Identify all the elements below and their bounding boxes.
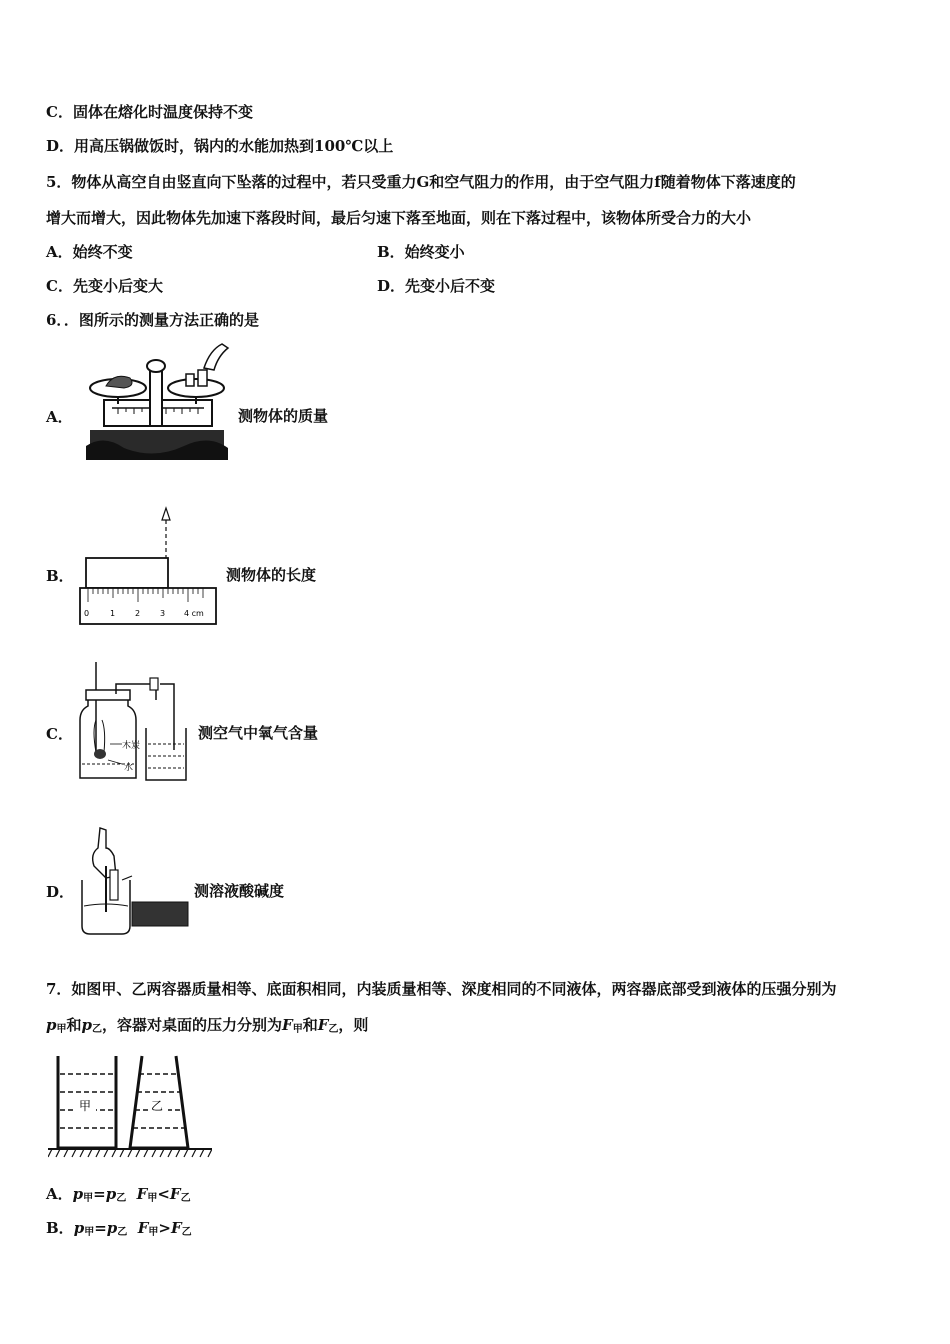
- ruler-tick-0: 0: [84, 609, 90, 618]
- ruler-tick-2: 2: [135, 609, 141, 618]
- oxygen-apparatus-icon: [74, 660, 194, 786]
- q6-stem: 6．．图所示的测量方法正确的是: [46, 311, 259, 329]
- sub-yi: 乙: [92, 1024, 103, 1035]
- option-letter: B．: [46, 1219, 74, 1237]
- q6-option-b-letter: B．: [46, 567, 74, 585]
- q5-option-c: C．先变小后变大: [46, 277, 163, 295]
- option-d-prev: D．用高压锅做饭时，锅内的水能加热到100℃以上: [46, 137, 394, 155]
- var-f: F: [136, 1185, 148, 1203]
- q5-option-d: D．先变小后不变: [377, 277, 496, 295]
- var-f: F: [170, 1219, 182, 1237]
- var-f: F: [282, 1016, 293, 1034]
- q6-option-c-caption: 测空气中氧气含量: [198, 724, 319, 742]
- var-p: p: [72, 1185, 84, 1203]
- q5-option-b: B．始终变小: [377, 243, 465, 261]
- q5-option-a: A．始终不变: [46, 243, 133, 261]
- var-p: p: [46, 1016, 57, 1034]
- q7-stem-line2: [46, 1015, 368, 1040]
- q6-option-a-caption: 测物体的质量: [238, 407, 329, 425]
- q6-option-d-caption: 测溶液酸碱度: [194, 882, 285, 900]
- sub-yi: 乙: [328, 1024, 339, 1035]
- stem-middle: ，容器对桌面的压力分别为: [102, 1016, 283, 1034]
- var-f: F: [169, 1185, 181, 1203]
- q6-option-c-letter: C．: [46, 725, 73, 743]
- word-and: 和: [66, 1016, 82, 1034]
- var-p: p: [73, 1219, 85, 1237]
- q7-option-a: A．$p_甲=p_乙$ $F_甲<F_乙$: [46, 1185, 191, 1204]
- q6-option-a-letter: A．: [46, 408, 73, 426]
- q7-option-b: B．$p_甲=p_乙$ $F_甲>F_乙$: [46, 1219, 192, 1238]
- q5-stem-line2: 增大而增大，因此物体先加速下落段时间，最后匀速下落至地面，则在下落过程中，该物体所受合力的大小: [46, 209, 752, 227]
- var-p: p: [106, 1219, 118, 1237]
- q6-option-d-letter: D．: [46, 883, 75, 901]
- sub-jia: 甲: [56, 1024, 67, 1035]
- balance-scale-icon: [84, 342, 230, 462]
- q7-stem-line1: 7．如图甲、乙两容器质量相等、底面积相同，内装质量相等、深度相同的不同液体，两容器底部受到液体的压强分别为: [46, 980, 837, 998]
- word-and: 和: [302, 1016, 318, 1034]
- label-charcoal: 木炭: [122, 741, 141, 751]
- option-letter: A．: [46, 1185, 73, 1203]
- label-water: 水: [124, 763, 134, 773]
- ruler-tick-4: 4 cm: [184, 609, 204, 618]
- option-c-prev: C．固体在熔化时温度保持不变: [46, 103, 253, 121]
- containers-figure: [48, 1052, 212, 1164]
- q6-option-b-caption: 测物体的长度: [226, 566, 317, 584]
- stem-tail: ，则: [338, 1016, 369, 1034]
- q5-stem-line1: 5．物体从高空自由竖直向下坠落的过程中，若只受重力G和空气阻力的作用，由于空气阻力f随着物体下落速度的: [46, 173, 796, 191]
- ruler-icon: [78, 504, 218, 628]
- ruler-tick-3: 3: [160, 609, 166, 618]
- var-p: p: [81, 1016, 93, 1034]
- ruler-tick-1: 1: [110, 609, 116, 618]
- ph-test-icon: [76, 826, 192, 938]
- var-p: p: [105, 1185, 117, 1203]
- container-jia-label: 甲: [79, 1099, 92, 1113]
- var-f: F: [137, 1219, 149, 1237]
- var-f: F: [317, 1016, 329, 1034]
- container-yi-label: 乙: [151, 1099, 164, 1113]
- sub-jia: 甲: [292, 1024, 303, 1035]
